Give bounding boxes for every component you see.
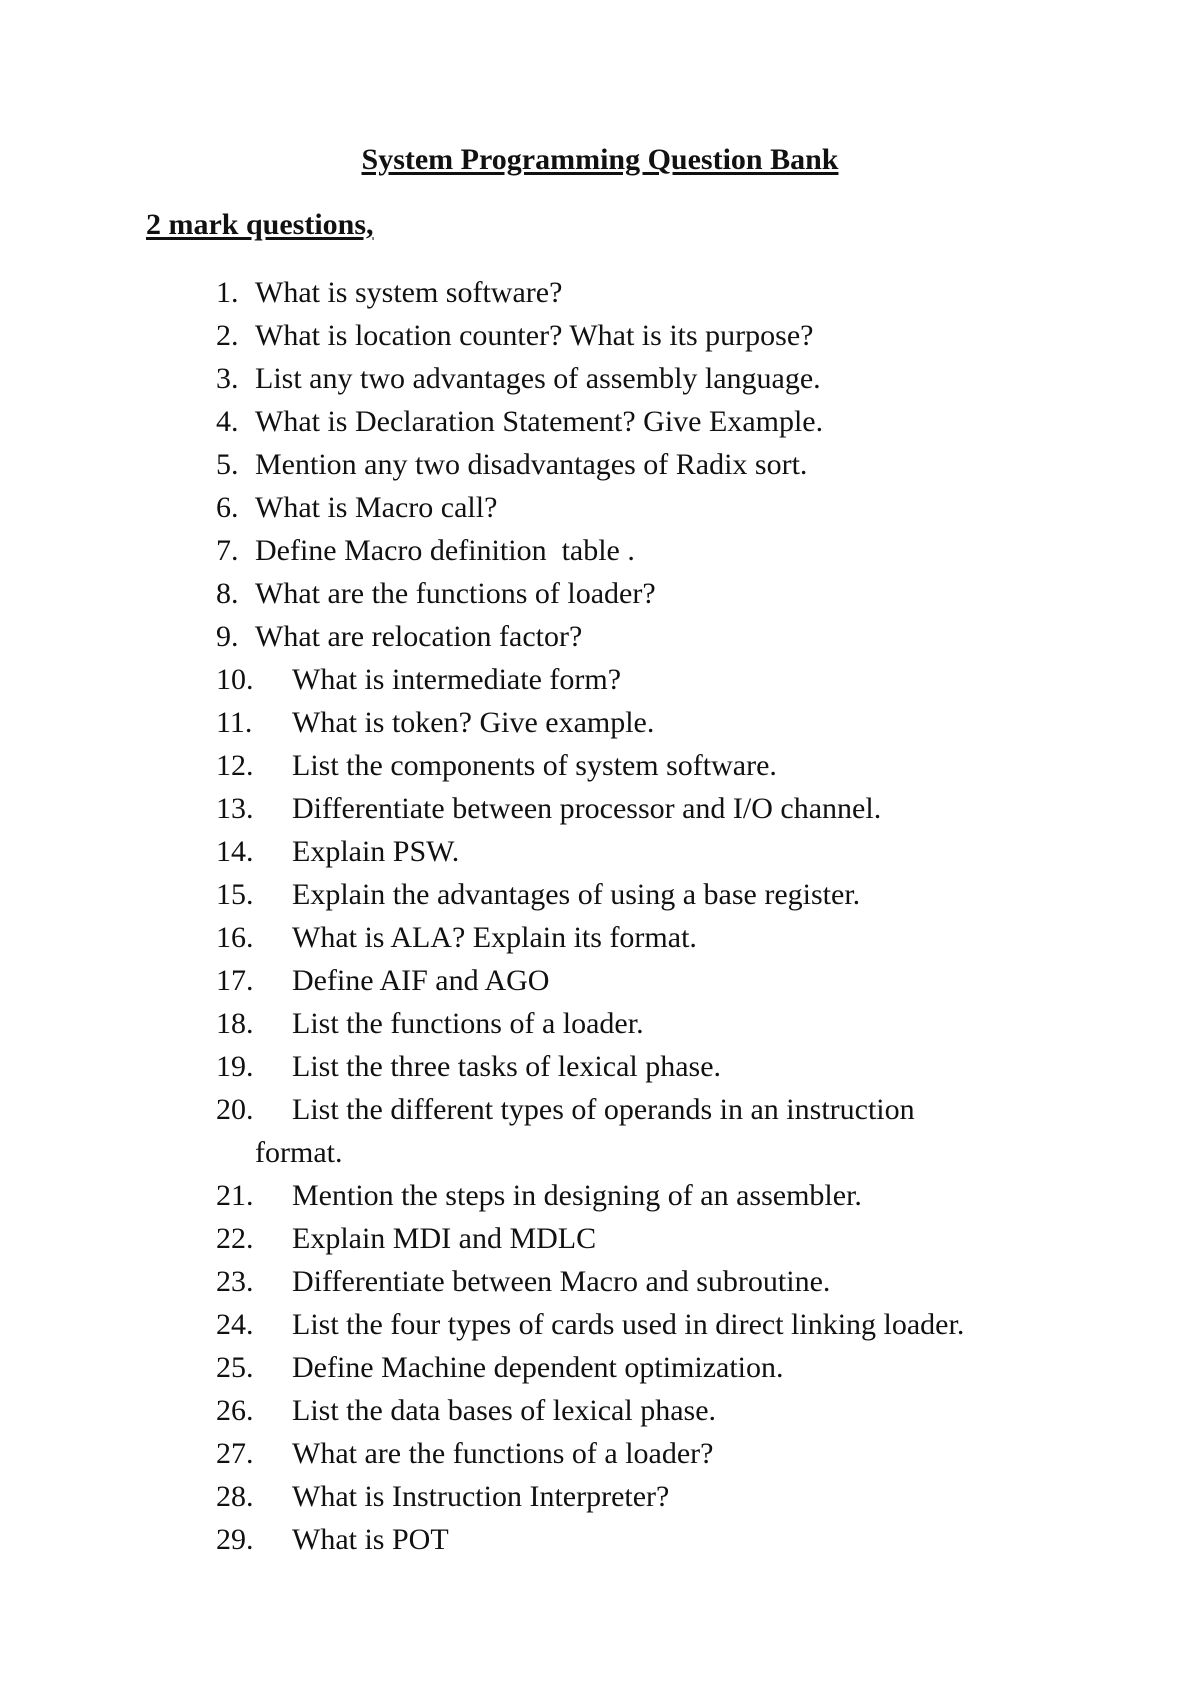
question-number: 27.	[216, 1437, 254, 1470]
question-list	[0, 271, 1200, 1561]
question-item	[0, 1518, 1200, 1561]
question-number: 24.	[216, 1308, 254, 1341]
question-text: What is token? Give example.	[292, 706, 655, 739]
question-item	[0, 787, 1200, 830]
question-number: 1.	[216, 276, 239, 309]
question-text: What is Declaration Statement? Give Example.	[255, 405, 824, 438]
document-title: System Programming Question Bank	[361, 143, 839, 176]
question-item	[0, 873, 1200, 916]
question-item	[0, 916, 1200, 959]
question-item	[0, 572, 1200, 615]
question-item	[0, 701, 1200, 744]
question-text: Explain PSW.	[292, 835, 460, 868]
question-text: List the functions of a loader.	[292, 1007, 644, 1040]
question-item	[0, 357, 1200, 400]
question-item	[0, 658, 1200, 701]
question-item	[0, 830, 1200, 873]
question-number: 29.	[216, 1523, 254, 1556]
section-heading: 2 mark questions,	[146, 208, 374, 241]
question-number: 7.	[216, 534, 239, 567]
question-text: Differentiate between Macro and subroutine.	[292, 1265, 831, 1298]
question-item	[0, 959, 1200, 1002]
question-text: What is location counter? What is its purpose?	[255, 319, 814, 352]
question-text: Define Machine dependent optimization.	[292, 1351, 784, 1384]
question-number: 19.	[216, 1050, 254, 1083]
question-text: Explain the advantages of using a base register.	[292, 878, 861, 911]
question-number: 14.	[216, 835, 254, 868]
question-text: List the different types of operands in an instruction	[292, 1093, 915, 1126]
question-number: 18.	[216, 1007, 254, 1040]
question-number: 22.	[216, 1222, 254, 1255]
question-text: What is ALA? Explain its format.	[292, 921, 697, 954]
question-item	[0, 400, 1200, 443]
question-text: List the three tasks of lexical phase.	[292, 1050, 722, 1083]
question-text: List the four types of cards used in direct linking loader.	[292, 1308, 965, 1341]
question-item	[0, 271, 1200, 314]
question-text: Mention the steps in designing of an assembler.	[292, 1179, 862, 1212]
question-text: Mention any two disadvantages of Radix sort.	[255, 448, 808, 481]
question-number: 11.	[216, 706, 253, 739]
question-item	[0, 314, 1200, 357]
question-number: 4.	[216, 405, 239, 438]
question-item	[0, 529, 1200, 572]
question-item	[0, 1045, 1200, 1088]
question-item	[0, 1303, 1200, 1346]
question-item	[0, 1389, 1200, 1432]
question-text: What are the functions of loader?	[255, 577, 656, 610]
question-number: 28.	[216, 1480, 254, 1513]
question-item	[0, 443, 1200, 486]
question-text: What is POT	[292, 1523, 449, 1556]
question-number: 15.	[216, 878, 254, 911]
question-text: Define Macro definition table .	[255, 534, 635, 567]
question-item	[0, 1174, 1200, 1217]
question-number: 10.	[216, 663, 254, 696]
question-item	[0, 1432, 1200, 1475]
question-number: 23.	[216, 1265, 254, 1298]
question-number: 21.	[216, 1179, 254, 1212]
question-number: 20.	[216, 1093, 254, 1126]
question-number: 17.	[216, 964, 254, 997]
question-number: 2.	[216, 319, 239, 352]
question-number: 25.	[216, 1351, 254, 1384]
question-text: What is system software?	[255, 276, 563, 309]
question-item	[0, 1260, 1200, 1303]
question-text: What are relocation factor?	[255, 620, 583, 653]
question-item	[0, 1346, 1200, 1389]
question-text: What is intermediate form?	[292, 663, 622, 696]
question-text-continuation: format.	[255, 1136, 343, 1169]
question-number: 26.	[216, 1394, 254, 1427]
question-text: List any two advantages of assembly language.	[255, 362, 821, 395]
question-item	[0, 615, 1200, 658]
question-text: Define AIF and AGO	[292, 964, 550, 997]
question-text: Explain MDI and MDLC	[292, 1222, 597, 1255]
question-number: 3.	[216, 362, 239, 395]
question-text: List the data bases of lexical phase.	[292, 1394, 717, 1427]
question-text: Differentiate between processor and I/O channel.	[292, 792, 882, 825]
question-item	[0, 1475, 1200, 1518]
question-number: 13.	[216, 792, 254, 825]
question-item	[0, 1002, 1200, 1045]
question-text: List the components of system software.	[292, 749, 777, 782]
question-number: 12.	[216, 749, 254, 782]
question-text: What is Instruction Interpreter?	[292, 1480, 670, 1513]
question-item	[0, 1088, 1200, 1174]
question-number: 9.	[216, 620, 239, 653]
question-item	[0, 744, 1200, 787]
question-item	[0, 1217, 1200, 1260]
question-number: 5.	[216, 448, 239, 481]
question-item	[0, 486, 1200, 529]
question-text: What are the functions of a loader?	[292, 1437, 714, 1470]
question-text: What is Macro call?	[255, 491, 498, 524]
question-number: 16.	[216, 921, 254, 954]
question-number: 8.	[216, 577, 239, 610]
question-number: 6.	[216, 491, 239, 524]
